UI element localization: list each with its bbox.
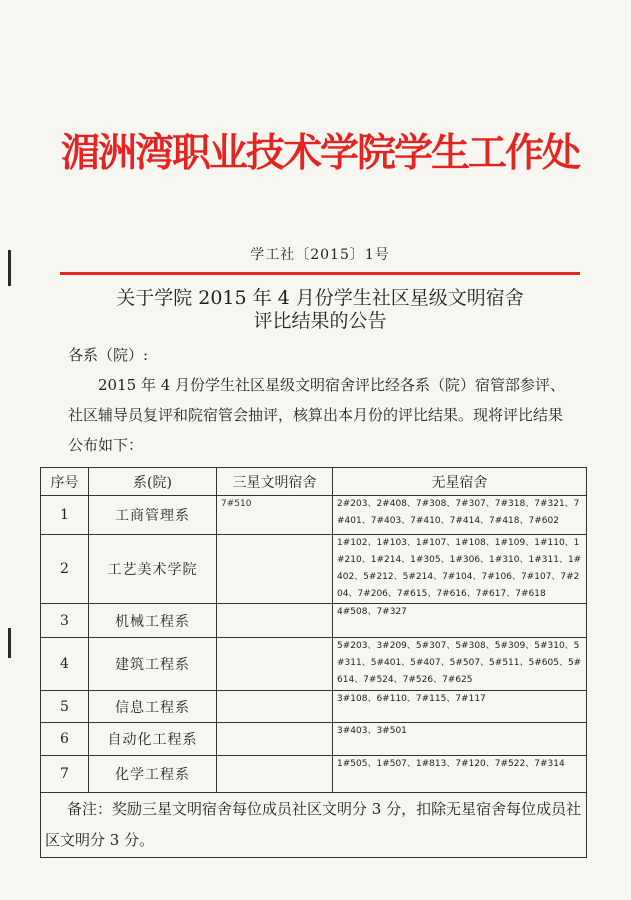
row-no-star: 2#203、2#408、7#308、7#307、7#318、7#321、7#401、7#403、7#410、7#414、7#418、7#602 — [333, 496, 587, 535]
row-three-star: 7#510 — [217, 496, 333, 535]
binding-mark — [8, 250, 11, 286]
table-row — [41, 638, 587, 691]
notice-title-line: 关于学院 2015 年 4 月份学生社区星级文明宿舍 — [116, 287, 524, 309]
row-dept: 自动化工程系 — [89, 723, 217, 756]
row-dept: 机械工程系 — [89, 604, 217, 638]
row-index: 4 — [41, 638, 89, 691]
column-header-three-star: 三星文明宿舍 — [217, 468, 333, 496]
column-header-index: 序号 — [41, 468, 89, 496]
row-no-star: 1#102、1#103、1#107、1#108、1#109、1#110、1#210、1#214、1#305、1#306、1#310、1#311、1#402、5#212、5#214、7#104、7#106、7#107、7#204、7#206、7#615、7#616、7#617、7#618 — [333, 535, 587, 604]
row-dept: 工商管理系 — [89, 496, 217, 535]
row-index: 3 — [41, 604, 89, 638]
row-no-star: 1#505、1#507、1#813、7#120、7#522、7#314 — [333, 756, 587, 793]
row-three-star — [217, 723, 333, 756]
row-three-star — [217, 691, 333, 723]
row-dept: 工艺美术学院 — [89, 535, 217, 604]
notice-title-line: 评比结果的公告 — [253, 310, 387, 332]
table-header-row — [41, 468, 587, 496]
row-index: 6 — [41, 723, 89, 756]
row-three-star — [217, 638, 333, 691]
row-no-star: 3#108、6#110、7#115、7#117 — [333, 691, 587, 723]
row-index: 2 — [41, 535, 89, 604]
table-note-row — [41, 793, 587, 858]
row-no-star: 4#508、7#327 — [333, 604, 587, 638]
document-number: 学工社〔2015〕1号 — [250, 247, 390, 263]
column-header-dept: 系(院) — [89, 468, 217, 496]
row-index: 1 — [41, 496, 89, 535]
results-table — [40, 467, 587, 858]
row-dept: 信息工程系 — [89, 691, 217, 723]
addressee: 各系（院）: — [68, 346, 149, 364]
table-row — [41, 691, 587, 723]
notice-title — [60, 287, 580, 333]
row-dept: 建筑工程系 — [89, 638, 217, 691]
row-no-star: 3#403、3#501 — [333, 723, 587, 756]
row-no-star: 5#203、3#209、5#307、5#308、5#309、5#310、5#311、5#401、5#407、5#507、5#511、5#605、5#614、7#524、7#526、7#625 — [333, 638, 587, 691]
table-row — [41, 604, 587, 638]
row-dept: 化学工程系 — [89, 756, 217, 793]
row-three-star — [217, 604, 333, 638]
table-note: 备注：奖励三星文明宿舍每位成员社区文明分 3 分，扣除无星宿舍每位成员社区文明分 3 分。 — [41, 793, 587, 858]
row-index: 5 — [41, 691, 89, 723]
row-index: 7 — [41, 756, 89, 793]
binding-mark — [8, 628, 11, 658]
row-three-star — [217, 756, 333, 793]
table-row — [41, 535, 587, 604]
notice-body: 2015 年 4 月份学生社区星级文明宿舍评比经各系（院）宿管部参评、社区辅导员复评和院宿管会抽评，核算出本月份的评比结果。现将评比结果公布如下： — [68, 376, 566, 454]
red-divider — [60, 272, 580, 275]
issuer-title: 湄洲湾职业技术学院学生工作处 — [60, 131, 579, 176]
table-row — [41, 723, 587, 756]
table-row — [41, 756, 587, 793]
row-three-star — [217, 535, 333, 604]
column-header-no-star: 无星宿舍 — [333, 468, 587, 496]
table-row — [41, 496, 587, 535]
